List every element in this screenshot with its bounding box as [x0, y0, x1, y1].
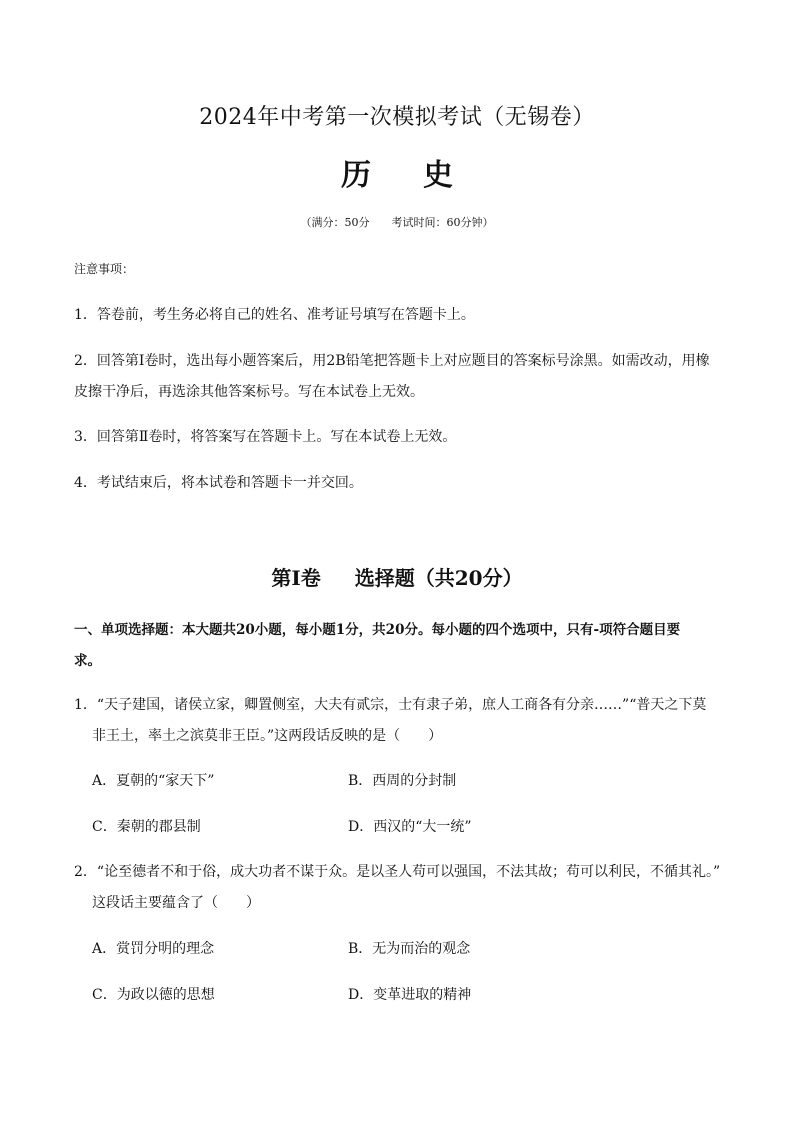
section-heading	[0, 562, 794, 591]
question-2-option-b[interactable]: B．无为而治的观念	[348, 941, 471, 957]
exam-title: 2024年中考第一次模拟考试（无锡卷）	[199, 105, 595, 130]
question-2-option-a[interactable]: A．赏罚分明的理念	[92, 941, 215, 957]
question-2-option-c[interactable]: C．为政以德的思想	[92, 987, 215, 1003]
notice-item-2-cont: 皮擦干净后，再选涂其他答案标号。写在本试卷上无效。	[74, 384, 424, 400]
notice-item-4: 4．考试结束后，将本试卷和答题卡一并交回。	[74, 475, 363, 491]
question-2-stem: 2．“论至德者不和于俗，成大功者不谋于众。是以圣人苟可以强国，不法其故；苟可以利民，不循其礼。”	[74, 864, 721, 880]
subject-part2: 史	[423, 158, 453, 193]
score-info: （满分：50分	[300, 216, 370, 229]
notice-item-1: 1．答卷前，考生务必将自己的姓名、准考证号填写在答题卡上。	[74, 307, 475, 323]
section-instruction: 一、单项选择题：本大题共20小题，每小题1分，共20分。每小题的四个选项中，只有-项符合题目要	[74, 622, 681, 638]
question-2-option-d[interactable]: D．变革进取的精神	[348, 987, 472, 1003]
question-1-stem-cont: 非王土，率土之滨莫非王臣。”这两段话反映的是（ ）	[92, 728, 443, 744]
question-1-option-a[interactable]: A．夏朝的“家天下”	[92, 773, 215, 789]
section-instruction-cont: 求。	[74, 653, 101, 669]
question-1-option-b[interactable]: B．西周的分封制	[348, 773, 457, 789]
subject-part1: 历	[341, 158, 371, 193]
question-1-option-c[interactable]: C．秦朝的郡县制	[92, 819, 201, 835]
subject-title	[0, 150, 794, 194]
notice-heading: 注意事项：	[74, 262, 135, 276]
question-1-option-d[interactable]: D．西汉的“大一统”	[348, 819, 472, 835]
section-part2: 选择题（共20分）	[354, 566, 523, 590]
notice-item-2: 2．回答第Ⅰ卷时，选出每小题答案后，用2B铅笔把答题卡上对应题目的答案标号涂黑。如需改动，用橡	[74, 353, 710, 369]
question-1-stem: 1．“天子建国，诸侯立家，卿置侧室，大夫有贰宗，士有隶子弟，庶人工商各有分亲……”“普天之下莫	[74, 697, 707, 713]
notice-item-3: 3．回答第Ⅱ卷时，将答案写在答题卡上。写在本试卷上无效。	[74, 429, 457, 445]
question-2-stem-cont: 这段话主要蕴含了（ ）	[92, 895, 260, 911]
time-info: 考试时间：60分钟）	[391, 216, 494, 229]
section-part1: 第Ⅰ卷	[271, 566, 321, 590]
exam-meta	[0, 214, 794, 230]
